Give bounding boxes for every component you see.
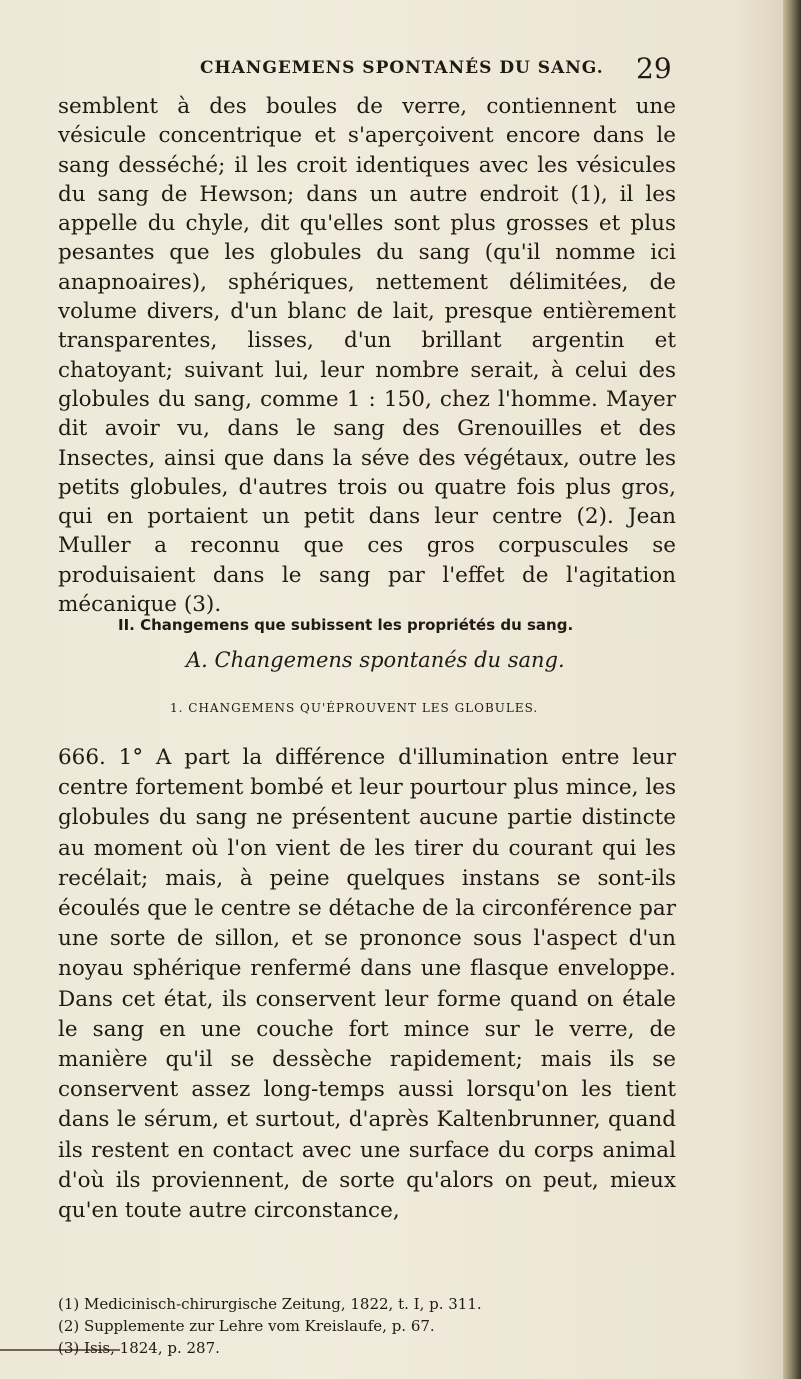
footnote-2: (2) Supplemente zur Lehre vom Kreislaufe, p. 67.	[58, 1317, 435, 1335]
paragraph-1: semblent à des boules de verre, contiennent une vésicule concentrique et s'aperçoivent encore dans le sang desséché; il les croit identiques avec les vésicules du sang de Hewson; dans un autre endroit (1), il les appelle du chyle, dit qu'elles sont plus grosses et plus pesantes que les globules du sang (qu'il nomme ici anapnoaires), sphériques, nettement délimitées, de volume divers, d'un blanc de lait, presque entièrement transparentes, lisses, d'un brillant argentin et chatoyant; suivant lui, leur nombre serait, à celui des globules du sang, comme 1 : 150, chez l'homme. Mayer dit avoir vu, dans le sang des Grenouilles et des Insectes, ainsi que dans la séve des végétaux, outre les petits globules, d'autres trois ou quatre fois plus gros, qui en portaient un petit dans leur centre (2). Jean Muller a reconnu que ces gros corpuscules se produisaient dans le sang par l'effet de l'agitation mécanique (3).	[58, 94, 676, 618]
page-number: 29	[636, 52, 672, 85]
subsubsection-heading-1: 1. CHANGEMENS QU'ÉPROUVENT LES GLOBULES.	[170, 701, 539, 715]
paragraph-666: 666. 1° A part la différence d'illumination entre leur centre fortement bombé et leur pourtour plus mince, les globules du sang ne présentent aucune partie distincte au moment où l'on vient de les tirer du courant qui les recélait; mais, à peine quelques instans se sont-ils écoulés que le centre se détache de la circonférence par une sorte de sillon, et se prononce sous l'aspect d'un noyau sphérique renfermé dans une flasque enveloppe. Dans cet état, ils conservent leur forme quand on étale le sang en une couche fort mince sur le verre, de manière qu'il se dessèche rapidement; mais ils se conservent assez long-temps aussi lorsqu'on les tient dans le sérum, et surtout, d'après Kaltenbrunner, quand ils restent en contact avec une surface du corps animal d'où ils proviennent, de sorte qu'alors on peut, mieux qu'en toute autre circonstance,	[58, 745, 676, 1224]
footnote-3: (3) Isis, 1824, p. 287.	[58, 1339, 220, 1357]
section-heading-ii: II. Changemens que subissent les propriétés du sang.	[118, 616, 574, 634]
page-edge	[783, 0, 801, 1379]
subsection-heading-a: A. Changemens spontanés du sang.	[186, 648, 565, 672]
footnotes	[58, 1293, 676, 1359]
footnote-1: (1) Medicinisch-chirurgische Zeitung, 1822, t. I, p. 311.	[58, 1295, 482, 1313]
body-text	[58, 92, 676, 619]
running-head: CHANGEMENS SPONTANÉS DU SANG.	[200, 58, 604, 78]
